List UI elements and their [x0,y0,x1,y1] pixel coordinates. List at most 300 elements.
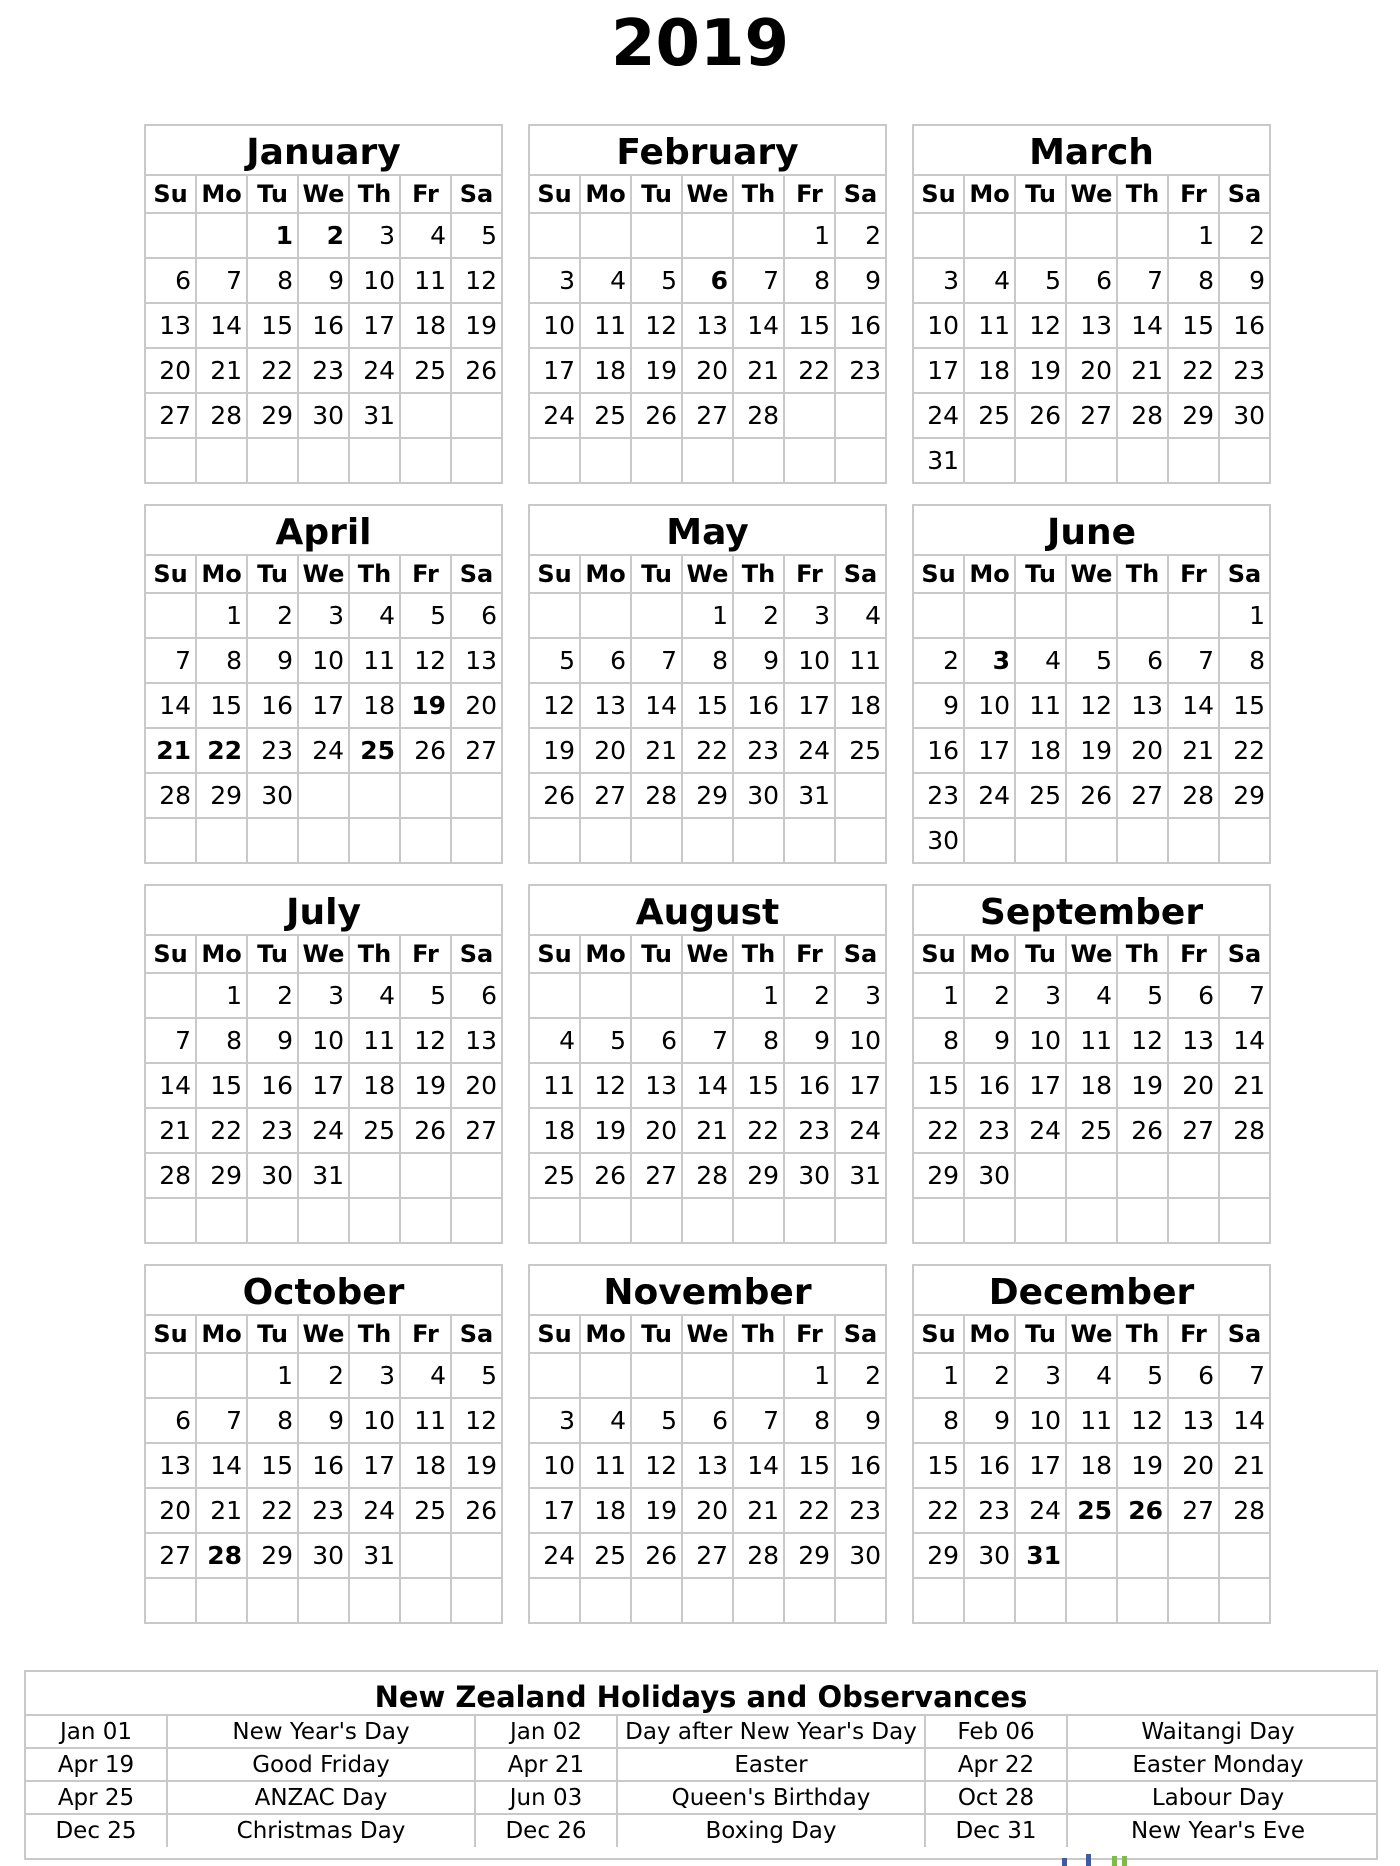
weekday-header: Fr [1169,936,1220,972]
day-cell: 30 [1233,401,1265,430]
empty-day-cell [632,1354,683,1397]
day-cell: 3 [1016,1354,1067,1397]
week-row [146,819,501,863]
day-cell: 13 [465,1026,497,1055]
weekday-header: We [683,936,734,972]
holidays-table-title: New Zealand Holidays and Observances [26,1672,1376,1716]
weekday-header: Mo [197,176,248,212]
weekday-header: Th [734,556,785,592]
weekday-header: Su [530,936,581,972]
empty-day-cell [965,819,1016,863]
day-cell: 21 [1233,1071,1265,1100]
empty-day-cell [785,1199,836,1243]
day-cell: 16 [248,684,299,727]
day-cell: 25 [1067,1489,1118,1532]
week-row [914,1579,1269,1623]
week-row [146,1354,501,1399]
empty-day-cell [914,594,965,637]
empty-day-cell [632,974,683,1017]
empty-day-cell [581,594,632,637]
day-cell: 1 [914,1354,965,1397]
day-cell: 5 [1067,639,1118,682]
week-row [914,1154,1269,1199]
empty-day-cell [452,774,501,817]
empty-day-cell [350,439,401,483]
day-cell: 11 [581,1444,632,1487]
empty-day-cell [299,774,350,817]
empty-day-cell [632,214,683,257]
week-row [146,1579,501,1623]
day-cell: 7 [734,1399,785,1442]
day-cell: 29 [248,1534,299,1577]
day-cell: 21 [683,1109,734,1152]
week-row [530,1154,885,1199]
day-cell: 4 [530,1019,581,1062]
week-row [530,304,885,349]
holiday-date: Apr 25 [26,1782,168,1813]
day-cell: 27 [1118,774,1169,817]
day-cell: 18 [1067,1444,1118,1487]
day-cell: 14 [146,684,197,727]
day-cell: 21 [1118,349,1169,392]
weekday-header: Tu [248,1316,299,1352]
weekday-header: Mo [965,176,1016,212]
day-cell: 20 [1067,349,1118,392]
week-row [146,1489,501,1534]
day-cell: 2 [965,1354,1016,1397]
empty-day-cell [734,819,785,863]
empty-day-cell [1067,214,1118,257]
day-cell: 27 [1169,1489,1220,1532]
empty-day-cell [1016,1579,1067,1623]
day-cell: 18 [530,1109,581,1152]
day-cell: 19 [1067,729,1118,772]
day-cell: 26 [1118,1489,1169,1532]
empty-day-cell [581,819,632,863]
day-cell: 24 [350,1489,401,1532]
empty-day-cell [299,1199,350,1243]
day-cell: 3 [299,974,350,1017]
day-cell: 15 [197,684,248,727]
holiday-name: Christmas Day [168,1815,476,1847]
day-cell: 28 [146,1154,197,1197]
empty-day-cell [146,819,197,863]
day-cell: 30 [914,819,965,863]
empty-day-cell [452,1199,501,1243]
weekday-header: Fr [401,1316,452,1352]
day-cell: 13 [146,1444,197,1487]
day-cell: 13 [1118,684,1169,727]
empty-day-cell [632,439,683,483]
empty-day-cell [1067,1154,1118,1197]
holiday-name: New Year's Day [168,1716,476,1747]
weekday-header: Su [530,556,581,592]
day-cell: 25 [1016,774,1067,817]
day-cell: 23 [1233,356,1265,385]
empty-day-cell [1118,1199,1169,1243]
day-cell: 12 [1016,304,1067,347]
day-cell: 19 [465,311,497,340]
empty-day-cell [530,439,581,483]
day-cell: 25 [530,1154,581,1197]
day-cell: 10 [1016,1019,1067,1062]
weekday-header: Su [914,556,965,592]
empty-day-cell [836,394,885,437]
day-cell: 27 [146,394,197,437]
empty-day-cell [452,394,501,437]
weekday-header: Sa [843,180,878,208]
day-cell: 29 [1233,781,1265,810]
empty-day-cell [683,819,734,863]
empty-day-cell [197,1199,248,1243]
day-cell: 30 [299,1534,350,1577]
day-cell: 11 [1067,1399,1118,1442]
day-cell: 8 [197,1019,248,1062]
holiday-date: Feb 06 [926,1716,1068,1747]
day-cell: 15 [1233,691,1265,720]
empty-day-cell [914,214,965,257]
day-cell: 28 [683,1154,734,1197]
day-cell: 9 [965,1019,1016,1062]
day-cell: 22 [197,729,248,772]
weekday-header: We [1067,556,1118,592]
day-cell: 14 [197,1444,248,1487]
empty-day-cell [581,1354,632,1397]
month-title: December [914,1266,1269,1316]
weekday-header: Fr [401,936,452,972]
weekday-header-row [530,556,885,594]
month-june [912,504,1271,864]
week-row [146,1444,501,1489]
holidays-table [24,1670,1378,1860]
week-row [530,1489,885,1534]
holiday-name: Labour Day [1151,1785,1285,1811]
day-cell: 15 [683,684,734,727]
day-cell: 5 [1118,1354,1169,1397]
empty-day-cell [1169,1199,1220,1243]
day-cell: 23 [248,729,299,772]
week-row [146,1154,501,1199]
weekday-header: Su [914,176,965,212]
day-cell: 1 [683,594,734,637]
day-cell: 5 [401,594,452,637]
day-cell: 14 [734,304,785,347]
month-january [144,124,503,484]
empty-day-cell [1169,819,1220,863]
day-cell: 4 [581,1399,632,1442]
day-cell: 26 [465,1496,497,1525]
day-cell: 16 [965,1064,1016,1107]
day-cell: 5 [581,1019,632,1062]
weekday-header: Th [1118,556,1169,592]
day-cell: 2 [299,1354,350,1397]
week-row [914,214,1269,259]
empty-day-cell [632,1199,683,1243]
weekday-header: Fr [1169,1316,1220,1352]
weekday-header: Mo [197,936,248,972]
weekday-header: Tu [1016,936,1067,972]
day-cell: 14 [683,1064,734,1107]
empty-day-cell [1118,1579,1169,1623]
day-cell: 27 [1169,1109,1220,1152]
day-cell: 27 [683,1534,734,1577]
day-cell: 17 [1016,1064,1067,1107]
day-cell: 8 [248,259,299,302]
day-cell: 2 [299,214,350,257]
weekday-header: Mo [581,556,632,592]
empty-day-cell [836,819,885,863]
day-cell: 10 [785,639,836,682]
empty-day-cell [734,439,785,483]
day-cell: 22 [248,1489,299,1532]
week-row [530,594,885,639]
day-cell: 30 [248,774,299,817]
day-cell: 12 [530,684,581,727]
day-cell: 25 [401,1489,452,1532]
weekday-header: Th [1118,936,1169,972]
day-cell: 17 [914,349,965,392]
day-cell: 3 [965,639,1016,682]
day-cell: 3 [299,594,350,637]
day-cell: 15 [785,304,836,347]
day-cell: 4 [401,214,452,257]
day-cell: 9 [248,1019,299,1062]
empty-day-cell [836,774,885,817]
day-cell: 14 [1118,304,1169,347]
week-row [146,974,501,1019]
empty-day-cell [1067,594,1118,637]
day-cell: 3 [1016,974,1067,1017]
empty-day-cell [1016,1199,1067,1243]
week-row [146,304,501,349]
empty-day-cell [1016,214,1067,257]
day-cell: 6 [1118,639,1169,682]
day-cell: 20 [581,729,632,772]
day-cell: 30 [849,1541,881,1570]
day-cell: 24 [785,729,836,772]
holiday-name: Boxing Day [618,1815,926,1847]
day-cell: 22 [785,349,836,392]
empty-day-cell [734,1579,785,1623]
day-cell: 26 [1067,774,1118,817]
day-cell: 27 [146,1534,197,1577]
holiday-date: Jan 01 [26,1716,168,1747]
day-cell: 17 [530,349,581,392]
weekday-header: Tu [1016,1316,1067,1352]
week-row [146,594,501,639]
day-cell: 31 [914,439,965,483]
empty-day-cell [530,974,581,1017]
day-cell: 19 [632,1489,683,1532]
empty-day-cell [965,214,1016,257]
empty-day-cell [581,974,632,1017]
week-row [146,259,501,304]
day-cell: 18 [350,1064,401,1107]
day-cell: 9 [1249,266,1265,295]
day-cell: 25 [350,729,401,772]
day-cell: 13 [146,304,197,347]
day-cell: 7 [734,259,785,302]
week-row [530,819,885,863]
day-cell: 18 [849,691,881,720]
empty-day-cell [1016,819,1067,863]
day-cell: 21 [146,729,197,772]
empty-day-cell [1169,439,1220,483]
day-cell: 16 [299,1444,350,1487]
day-cell: 16 [1233,311,1265,340]
week-row [914,639,1269,684]
weekday-header: Fr [785,936,836,972]
day-cell: 22 [914,1489,965,1532]
day-cell: 24 [530,394,581,437]
day-cell: 5 [1016,259,1067,302]
day-cell: 29 [914,1154,965,1197]
day-cell: 26 [1118,1109,1169,1152]
day-cell: 6 [683,1399,734,1442]
weekday-header-row [530,936,885,974]
day-cell: 16 [248,1064,299,1107]
week-row [530,774,885,819]
day-cell: 19 [1016,349,1067,392]
empty-day-cell [965,1199,1016,1243]
weekday-header-row [914,176,1269,214]
empty-day-cell [683,1579,734,1623]
weekday-header: Sa [459,940,494,968]
month-title: April [146,506,501,556]
day-cell: 29 [197,774,248,817]
empty-day-cell [683,214,734,257]
day-cell: 17 [965,729,1016,772]
day-cell: 8 [197,639,248,682]
day-cell: 18 [581,349,632,392]
weekday-header: Su [914,936,965,972]
weekday-header: Th [734,176,785,212]
empty-day-cell [1118,214,1169,257]
day-cell: 11 [1016,684,1067,727]
day-cell: 19 [1118,1444,1169,1487]
day-cell: 16 [849,1451,881,1480]
month-title: May [530,506,885,556]
day-cell: 15 [914,1064,965,1107]
day-cell: 26 [530,774,581,817]
month-title: February [530,126,885,176]
empty-day-cell [1016,439,1067,483]
holiday-row [26,1749,1376,1782]
day-cell: 5 [1118,974,1169,1017]
day-cell: 16 [299,304,350,347]
empty-day-cell [1220,819,1269,863]
day-cell: 8 [914,1019,965,1062]
day-cell: 20 [1118,729,1169,772]
day-cell: 20 [465,691,497,720]
empty-day-cell [1169,1579,1220,1623]
week-row [914,1199,1269,1243]
day-cell: 22 [197,1109,248,1152]
day-cell: 7 [683,1019,734,1062]
week-row [914,974,1269,1019]
empty-day-cell [350,1199,401,1243]
weekday-header: Fr [785,556,836,592]
day-cell: 3 [865,981,881,1010]
empty-day-cell [452,439,501,483]
day-cell: 9 [248,639,299,682]
day-cell: 29 [1169,394,1220,437]
weekday-header: Mo [581,1316,632,1352]
day-cell: 17 [350,1444,401,1487]
day-cell: 31 [350,1534,401,1577]
day-cell: 3 [914,259,965,302]
day-cell: 30 [965,1534,1016,1577]
day-cell: 25 [350,1109,401,1152]
day-cell: 4 [1067,1354,1118,1397]
weekday-header: Tu [632,556,683,592]
week-row [914,1109,1269,1154]
weekday-header: Mo [965,936,1016,972]
day-cell: 11 [350,639,401,682]
empty-day-cell [1118,594,1169,637]
day-cell: 14 [1169,684,1220,727]
day-cell: 13 [1169,1019,1220,1062]
week-row [146,1534,501,1579]
month-december [912,1264,1271,1624]
empty-day-cell [785,819,836,863]
weekday-header: We [1067,936,1118,972]
empty-day-cell [683,439,734,483]
weekday-header: Tu [248,556,299,592]
day-cell: 23 [849,356,881,385]
day-cell: 26 [401,729,452,772]
week-row [530,439,885,483]
day-cell: 22 [683,729,734,772]
day-cell: 28 [1233,1116,1265,1145]
empty-day-cell [581,1199,632,1243]
day-cell: 2 [1249,221,1265,250]
day-cell: 9 [299,1399,350,1442]
weekday-header: Fr [401,176,452,212]
day-cell: 2 [914,639,965,682]
week-row [914,819,1269,863]
day-cell: 18 [350,684,401,727]
weekday-header-row [530,176,885,214]
day-cell: 18 [1016,729,1067,772]
empty-day-cell [146,594,197,637]
empty-day-cell [350,1154,401,1197]
day-cell: 17 [1016,1444,1067,1487]
day-cell: 20 [683,349,734,392]
day-cell: 15 [1169,304,1220,347]
empty-day-cell [1169,1534,1220,1577]
empty-day-cell [632,594,683,637]
week-row [914,1354,1269,1399]
day-cell: 11 [849,646,881,675]
weekday-header-row [914,556,1269,594]
day-cell: 10 [350,259,401,302]
week-row [146,439,501,483]
day-cell: 25 [581,394,632,437]
holiday-name: Good Friday [168,1749,476,1780]
day-cell: 21 [632,729,683,772]
day-cell: 3 [530,1399,581,1442]
empty-day-cell [452,1154,501,1197]
day-cell: 22 [1169,349,1220,392]
day-cell: 30 [248,1154,299,1197]
day-cell: 18 [1067,1064,1118,1107]
day-cell: 30 [785,1154,836,1197]
empty-day-cell [401,439,452,483]
month-title: June [914,506,1269,556]
day-cell: 9 [734,639,785,682]
day-cell: 22 [1233,736,1265,765]
